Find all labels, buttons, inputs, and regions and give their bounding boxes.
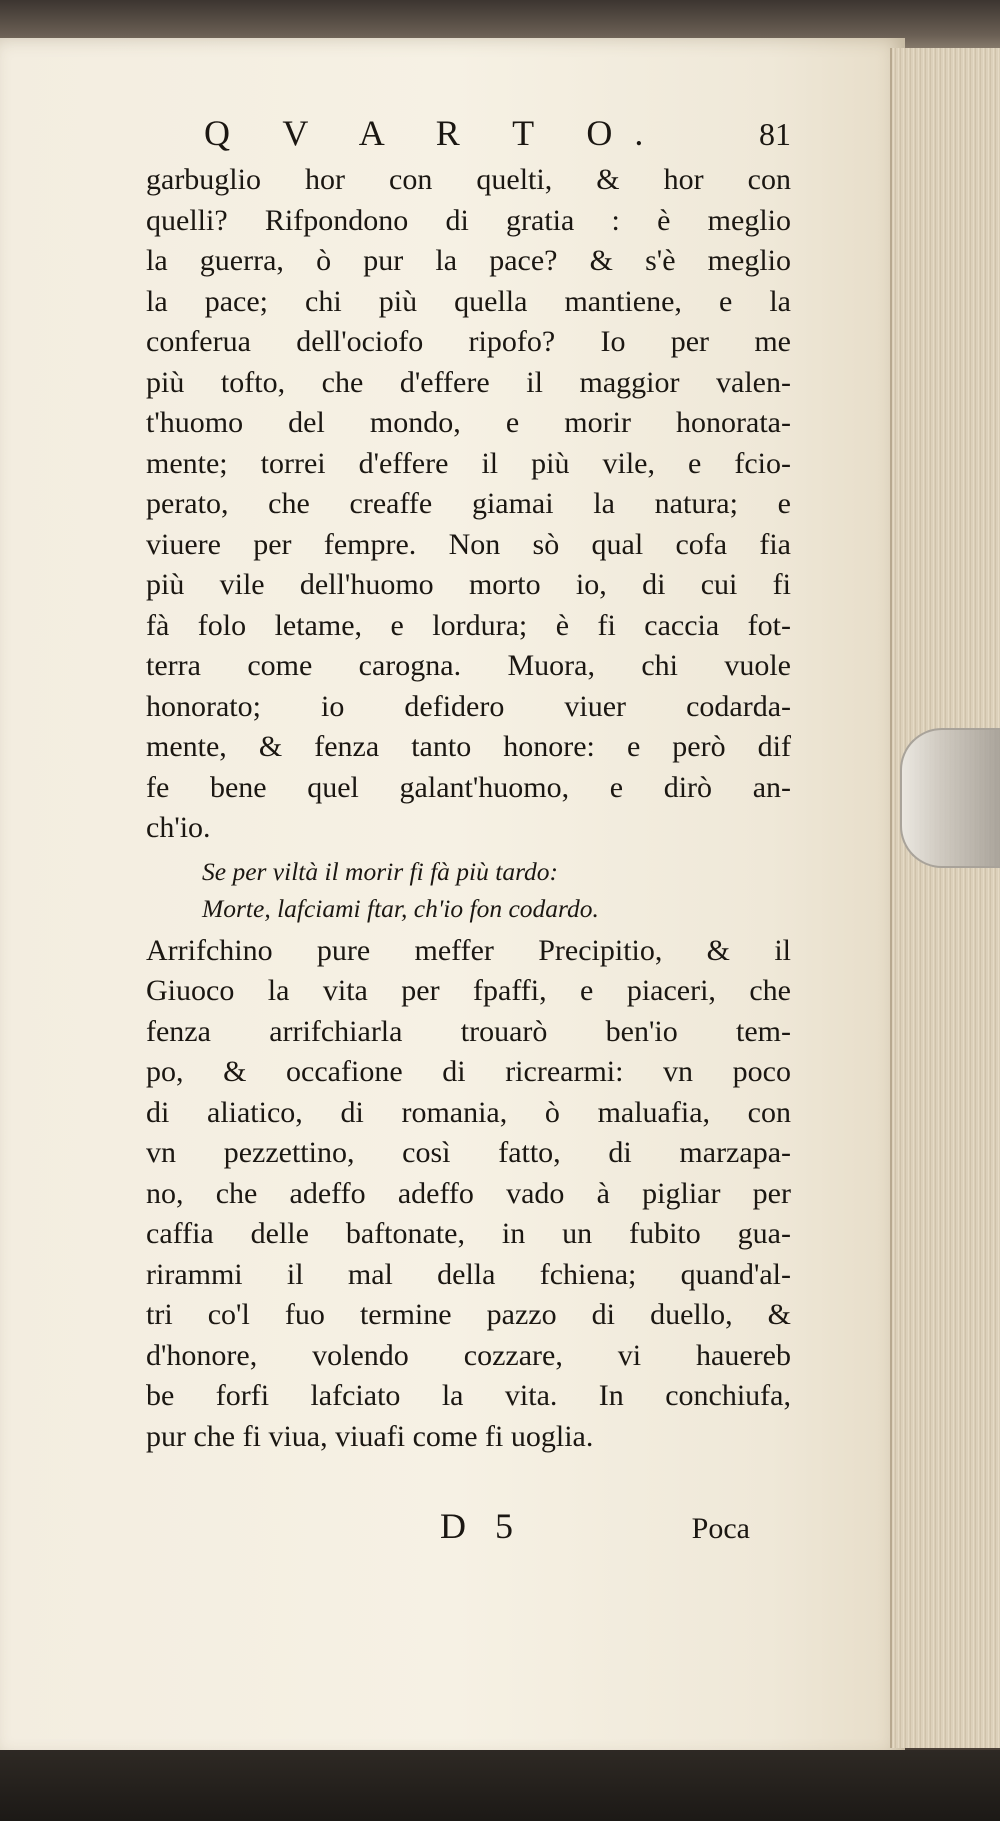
verse-line: Morte, lafciami ftar, ch'io fon codardo.: [202, 893, 599, 923]
text-line: rirammi il mal della fchiena; quand'al-: [146, 1257, 791, 1291]
text-line: di aliatico, di romania, ò maluafia, con: [146, 1095, 791, 1129]
text-line: vn pezzettino, così fatto, di marzapa-: [146, 1136, 791, 1169]
text-line: la guerra, ò pur la pace? & s'è meglio: [146, 244, 791, 277]
text-line: mente; torrei d'effere il più vile, e fcio-: [146, 446, 791, 480]
text-line: tri co'l fuo termine pazzo di duello, &: [146, 1298, 791, 1331]
text-line: più vile dell'huomo morto io, di cui fi: [146, 568, 791, 601]
text-line: mente, & fenza tanto honore: e però dif: [146, 730, 791, 763]
catchword: Poca: [691, 1512, 750, 1545]
text-line: fà folo letame, e lordura; è fi caccia fot-: [146, 608, 791, 642]
text-line: t'huomo del mondo, e morir honorata-: [146, 406, 791, 439]
text-line: be forfi lafciato la vita. In conchiufa,: [146, 1379, 791, 1412]
page-footer: [440, 1505, 750, 1547]
text-line: quelli? Rifpondono di gratia : è meglio: [146, 203, 791, 237]
text-line: viuere per fempre. Non sò qual cofa fia: [146, 527, 791, 561]
text-line: perato, che creaffe giamai la natura; e: [146, 487, 791, 520]
page-stack-edge: [890, 48, 1000, 1748]
page-number: 81: [759, 116, 791, 152]
text-line: più tofto, che d'effere il maggior valen-: [146, 365, 791, 399]
text-line: garbuglio hor con quelti, & hor con: [146, 163, 791, 196]
text-line: caffia delle baftonate, in un fubito gua-: [146, 1217, 791, 1250]
signature-mark: D 5: [440, 1506, 523, 1546]
verse-line: Se per viltà il morir fi fà più tardo:: [202, 856, 559, 886]
text-line: fe bene quel galant'huomo, e dirò an-: [146, 770, 791, 804]
text-line: fenza arrifchiarla trouarò ben'io tem-: [146, 1014, 791, 1048]
text-line: ch'io.: [146, 811, 211, 844]
text-line: Arrifchino pure meffer Precipitio, & il: [146, 933, 791, 967]
text-line: no, che adeffo adeffo vado à pigliar per: [146, 1176, 791, 1210]
running-head-title: Q V A R T O.: [204, 113, 666, 153]
text-line: d'honore, volendo cozzare, vi hauereb: [146, 1338, 791, 1372]
text-line: terra come carogna. Muora, chi vuole: [146, 649, 791, 682]
text-line: Giuoco la vita per fpaffi, e piaceri, che: [146, 974, 791, 1007]
text-line: po, & occafione di ricrearmi: vn poco: [146, 1055, 791, 1088]
page-clip: [900, 728, 1000, 868]
text-line: conferua dell'ociofo ripofo? Io per me: [146, 325, 791, 358]
text-line: la pace; chi più quella mantiene, e la: [146, 284, 791, 318]
page-text: [146, 112, 791, 1457]
book-bottom-edge: [0, 1750, 1000, 1821]
text-line: honorato; io defidero viuer codarda-: [146, 689, 791, 723]
running-head: [204, 112, 791, 160]
text-line: pur che fi viua, viuafi come fi uoglia.: [146, 1419, 594, 1453]
